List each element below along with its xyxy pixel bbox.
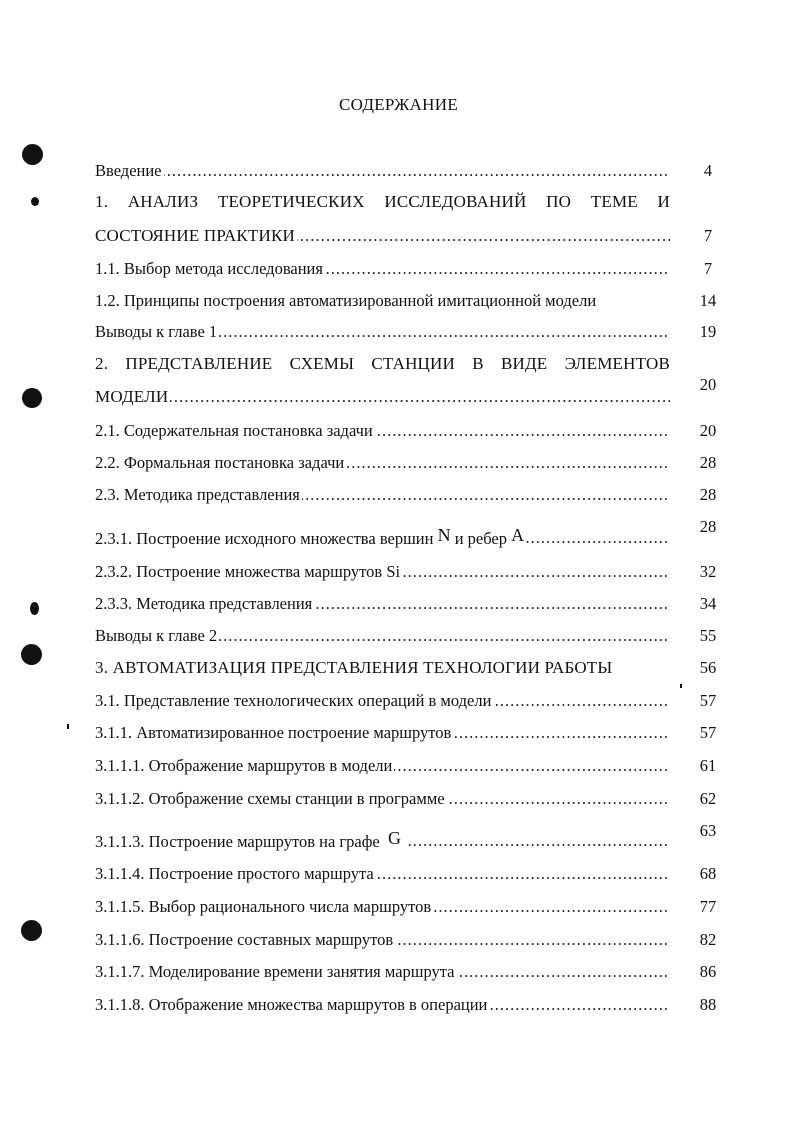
toc-page-number: 63 <box>699 821 717 840</box>
toc-entry: 1.2. Принципы построения автоматизированной имитационной модели <box>95 291 597 310</box>
toc-entry: 1.1. Выбор метода исследования ..... <box>95 258 670 280</box>
punch-hole <box>22 144 43 165</box>
toc-page-number: 28 <box>699 453 717 472</box>
toc-entry: Введение ..... <box>95 160 670 182</box>
toc-page-number: 68 <box>699 864 717 883</box>
toc-page-number: 4 <box>703 161 713 180</box>
toc-entry: МОДЕЛИ ..... <box>95 386 670 408</box>
toc-page-number: 34 <box>699 594 717 613</box>
scan-speck <box>680 684 682 688</box>
toc-page-number: 55 <box>699 626 717 645</box>
toc-entry: Выводы к главе 1 ..... <box>95 321 670 343</box>
toc-entry: 2.3.2. Построение множества маршрутов Si ..... <box>95 561 670 583</box>
toc-page-number: 57 <box>699 691 717 710</box>
punch-hole <box>22 388 42 408</box>
toc-entry: 2.3.3. Методика представления ..... <box>95 593 670 615</box>
toc-page-number: 14 <box>699 291 717 310</box>
toc-page-number: 19 <box>699 322 717 341</box>
toc-page-number: 77 <box>699 897 717 916</box>
toc-page-number: 20 <box>699 375 717 394</box>
toc-entry: 2.3.1. Построение исходного множества вершин ^ N и ребер ^ A ..... <box>95 527 670 557</box>
punch-hole <box>21 920 42 941</box>
toc-entry: 3.1.1.5. Выбор рационального числа маршрутов ..... <box>95 896 670 918</box>
toc-page-number: 86 <box>699 962 717 981</box>
toc-entry: 3.1.1.1. Отображение маршрутов в модели ..... <box>95 755 670 777</box>
punch-hole <box>31 197 39 206</box>
symbol-n-hat: ^ N <box>438 527 451 546</box>
toc-entry: 3.1.1.7. Моделирование времени занятия маршрута ..... <box>95 961 670 983</box>
toc-entry: 2.1. Содержательная постановка задачи ..... <box>95 420 670 442</box>
page-title: СОДЕРЖАНИЕ <box>338 95 459 114</box>
toc-entry: СОСТОЯНИЕ ПРАКТИКИ ..... <box>95 225 670 247</box>
toc-entry: 1. АНАЛИЗ ТЕОРЕТИЧЕСКИХ ИССЛЕДОВАНИЙ ПО ТЕМЕ И <box>95 192 670 211</box>
punch-hole <box>30 602 39 615</box>
toc-page-number: 7 <box>703 259 713 278</box>
scan-speck <box>67 724 69 729</box>
toc-entry: 3.1.1.8. Отображение множества маршрутов в операции ..... <box>95 994 670 1016</box>
toc-page-number: 7 <box>703 226 713 245</box>
symbol-g-hat: ^ G <box>388 830 401 849</box>
toc-page-number: 28 <box>699 485 717 504</box>
toc-page-number: 56 <box>699 658 717 677</box>
toc-entry: Выводы к главе 2 ..... <box>95 625 670 647</box>
toc-entry: 2.3. Методика представления ..... <box>95 484 670 506</box>
toc-page-number: 82 <box>699 930 717 949</box>
toc-entry: 3.1.1.4. Построение простого маршрута ..... <box>95 863 670 885</box>
toc-page-number: 88 <box>699 995 717 1014</box>
toc-entry: 3.1. Представление технологических операций в модели ..... <box>95 690 670 712</box>
toc-entry: 2. ПРЕДСТАВЛЕНИЕ СХЕМЫ СТАНЦИИ В ВИДЕ ЭЛЕМЕНТОВ <box>95 354 670 373</box>
toc-entry: 3. АВТОМАТИЗАЦИЯ ПРЕДСТАВЛЕНИЯ ТЕХНОЛОГИИ РАБОТЫ <box>95 658 613 677</box>
toc-entry: 3.1.1.3. Построение маршрутов на графе ^ G ..... <box>95 830 670 858</box>
toc-entry: 3.1.1.2. Отображение схемы станции в программе ..... <box>95 788 670 810</box>
toc-entry: 2.2. Формальная постановка задачи ..... <box>95 452 670 474</box>
toc-entry: 3.1.1.6. Построение составных маршрутов ..... <box>95 929 670 951</box>
toc-page-number: 28 <box>699 517 717 536</box>
toc-page-number: 62 <box>699 789 717 808</box>
toc-page-number: 61 <box>699 756 717 775</box>
toc-entry: 3.1.1. Автоматизированное построение маршрутов ..... <box>95 722 670 744</box>
toc-page-number: 57 <box>699 723 717 742</box>
punch-hole <box>21 644 42 665</box>
symbol-a-hat: ^ A <box>511 527 524 546</box>
toc-page-number: 20 <box>699 421 717 440</box>
toc-page-number: 32 <box>699 562 717 581</box>
